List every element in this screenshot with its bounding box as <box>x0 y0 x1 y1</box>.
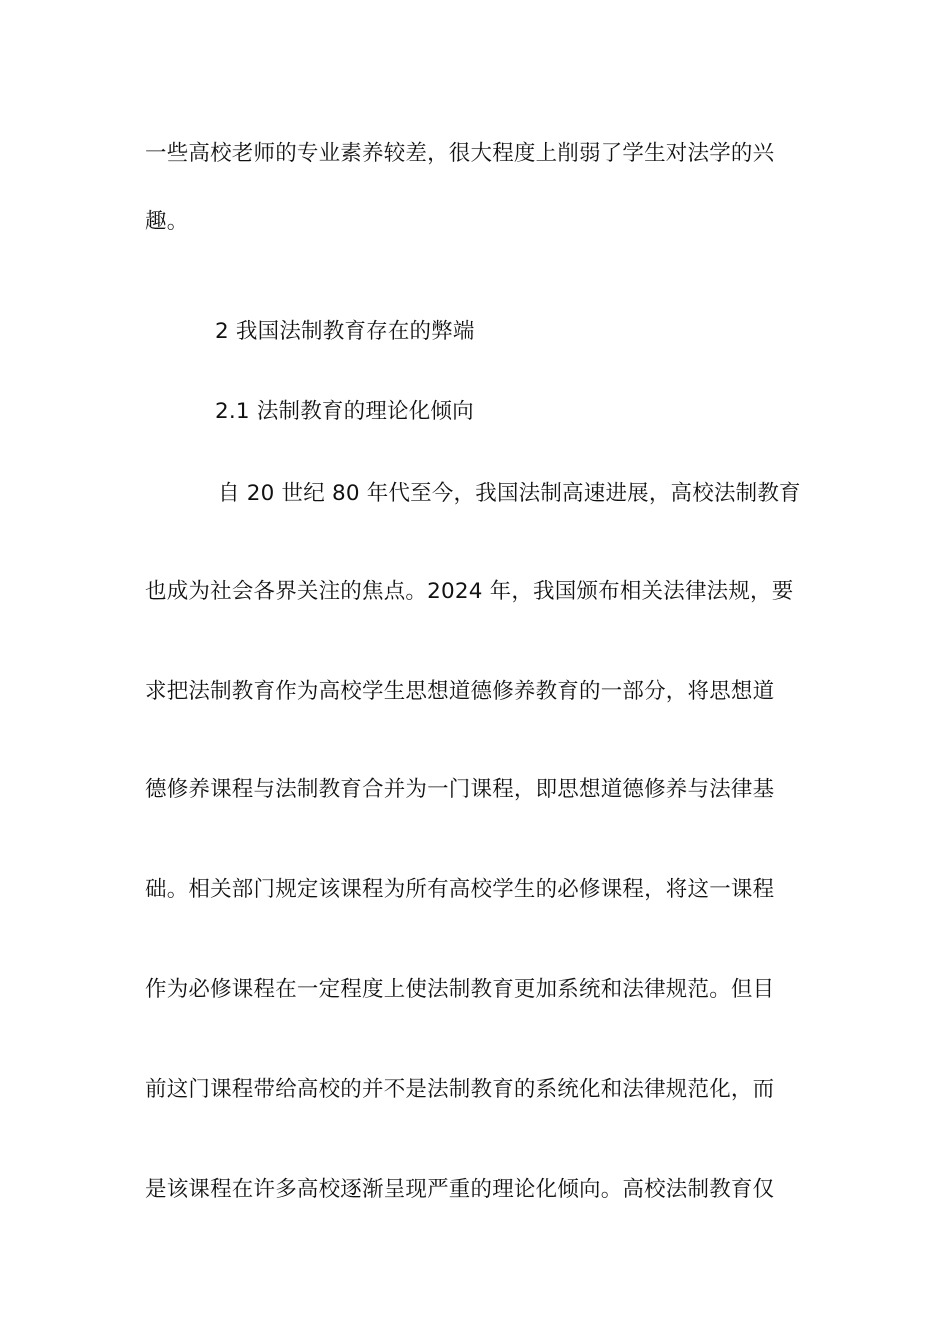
paragraph-line: 是该课程在许多高校逐渐呈现严重的理论化倾向。高校法制教育仅 <box>145 1177 775 1202</box>
section-heading: 2 我国法制教育存在的弊端 <box>215 319 475 344</box>
paragraph-line: 趣。 <box>145 209 189 234</box>
paragraph-line: 求把法制教育作为高校学生思想道德修养教育的一部分，将思想道 <box>145 679 775 704</box>
paragraph-line: 也成为社会各界关注的焦点。2024 年，我国颁布相关法律法规，要 <box>145 579 794 604</box>
paragraph-line: 前这门课程带给高校的并不是法制教育的系统化和法律规范化，而 <box>145 1077 775 1102</box>
paragraph-line: 德修养课程与法制教育合并为一门课程，即思想道德修养与法律基 <box>145 777 775 802</box>
paragraph-line: 础。相关部门规定该课程为所有高校学生的必修课程，将这一课程 <box>145 877 775 902</box>
paragraph-line: 一些高校老师的专业素养较差，很大程度上削弱了学生对法学的兴 <box>145 141 775 166</box>
subsection-heading: 2.1 法制教育的理论化倾向 <box>215 399 474 424</box>
paragraph-line: 作为必修课程在一定程度上使法制教育更加系统和法律规范。但目 <box>145 977 775 1002</box>
paragraph-line: 自 20 世纪 80 年代至今，我国法制高速进展，高校法制教育 <box>218 481 801 506</box>
